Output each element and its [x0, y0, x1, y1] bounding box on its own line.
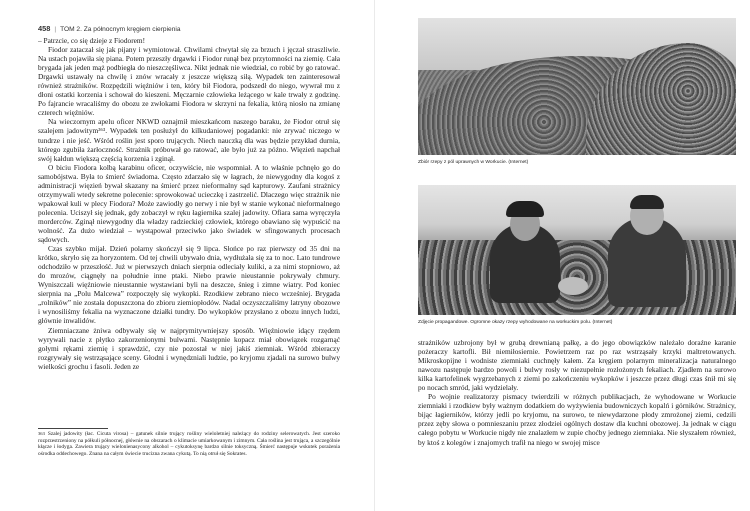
photo-propaganda-turnips	[418, 185, 736, 315]
paragraph: Czas szybko mijał. Dzień polarny skończył się 9 lipca. Słońce po raz pierwszy od 35 dni na krótko, skryło się za horyzontem. Od tej chwili ubywało dnia, wydłużała się za to noc. Lato tundrowe odchodziło w przeszłość. Już w pierwszych dniach sierpnia odleciały kuliki, a za nimi stopniowo, aż do mrozów, ciągnęły na południe inne ptaki. Niebo prawie nieustannie pokrywały chmury. Wyniszczali więźniowie nieustannie wystawiani byli na deszcze, śnieg i zimne wiatry. Pod koniec sierpnia na „Polu Malcewa” rozpoczęły się wykopki. Rzodkiew zebrano nieco wcześniej. Brygada „rolników” nie została dopuszczona do zbioru ziemiopłodów. Nadal oczyszczaliśmy latryny obozowe i wynosiliśmy fekalia na wyznaczone działki tundry. Do wykopków przysłano z obozu innych ludzi, głównie inwalidów.	[38, 244, 340, 326]
header-separator: |	[54, 26, 57, 33]
turnip-in-hands	[558, 277, 588, 295]
paragraph: Ziemniaczane żniwa odbywały się w najprymitywniejszy sposób. Więźniowie idący rzędem wyrywali nacie z płytko zakorzenionymi bulwami. Następnie kopacz miał obowiązek rozgarnąć gołymi rękami ziemię i sprawdzić, czy nie pozostał w niej jakiś ziemniak. Wśród zbieraczy rozgrywały się wstrząsające sceny. Głodni i wynędzniali ludzie, po kryjomu zjadali na surowo bulwy wielkości grochu i fasoli. Jeden ze	[38, 325, 340, 371]
body-text-left	[38, 36, 340, 416]
figure-left-cap	[506, 201, 544, 217]
photo-caption: Zbiór rzepy z pól uprawnych w Workucie. (Internet)	[418, 160, 529, 165]
right-page	[375, 0, 750, 511]
footnote-text: Szalej jadowity (łac. Cicuta virosa) – gatunek silnie trujący rośliny wieloletniej należący do rodziny selerowatych. Jest szeroko rozprzestrzeniony na półkuli północnej, głównie na obszarach o klimacie umiarkowanym i zimnym. Cała roślina jest trująca, a szczególnie kłącze i łodyga. Zawiera trujący wielonienasycony alkohol – cykutoksynę bardzo silnie toksyczną. Śmierć następuje wskutek porażenia ośrodka oddechowego. Znana na całym świecie trucizna zwana cykutą. To nią otruł się Sokrates.	[38, 431, 340, 457]
page-number: 458	[38, 24, 51, 33]
footnote-number: 363	[38, 431, 45, 436]
photo-caption: Zdjęcie propagandowe. Ogromne okazy rzepy wyhodowane na workuckim polu. (Internet)	[418, 320, 613, 325]
figure-right-hair	[630, 195, 664, 209]
body-text-right	[418, 338, 736, 503]
paragraph: Na wieczornym apelu oficer NKWD oznajmił mieszkańcom naszego baraku, że Fiodor otruł się szalejem jadowitym³⁶³. Wypadek ten posłużył do kilkudaniowej pogadanki: nie zrywać niczego w tundrze i nie jeść. Wśród roślin jest sporo trujących. Niech nauczką dla was będzie przykład durnia, którego zgubiła żarłoczność. Strażnik próbował go ratować, ale było już za późno. Więzień napchał swój kałdun większą częścią korzenia i zginął.	[38, 117, 340, 163]
paragraph: Fiodor zataczał się jak pijany i wymiotował. Chwilami chwytał się za brzuch i jęczał straszliwie. Na ustach pojawiła się piana. Potem przeszły drgawki i Fiodor runął bez przytomności na ziemię. Cała brygada jak jeden mąż podbiegła do nieszczęśliwca. Nikt jednak nie wiedział, co robić by go ratować. Drgawki ustawały na chwilę i znów wracały z jeszcze większą siłą. Wypadek ten zainteresował również strażników. Rozpędzili więźniów i ten, który bił Fiodora, podszedł do niego, wywrał mu z dłoni ostatki korzenia i schował do kieszeni. Męczarnie człowieka leżącego w kale trwały z godzinę. Po fajrancie wracaliśmy do obozu ze zwłokami Fiodora w skrzyni na fekalia, którą niosło na zmianę czterech więźniów.	[38, 45, 340, 118]
paragraph: strażników uzbrojony był w grubą drewnianą pałkę, a do jego obowiązków należało doraźne karanie pożeraczy kartofli. Bił niemiłosiernie. Powietrzem raz po raz wstrząsały krzyki maltretowanych. Mikroskopijne i wodniste ziemniaki cuchnęły kałem. Za kręgiem polarnym mineralizacja naturalnego nawozu następuje bardzo powoli i bulwy rosły w niezupełnie rozłożonych fekaliach. Zjadłem na surowo kilka kartofelinek wygrzebanych z ziemi po zakończeniu wykopków i jeszcze przez długi czas śnił mi się po nocach smród, jaki wydzielały.	[418, 338, 736, 393]
paragraph: – Patrzcie, co się dzieje z Fiodorem!	[38, 36, 146, 45]
photo-turnip-harvest	[418, 18, 736, 155]
running-head-title: TOM 2. Za północnym kręgiem cierpienia	[60, 26, 181, 33]
paragraph: O biciu Fiodora kolbą karabinu oficer, oczywiście, nie wspomniał. A to właśnie pchnęło go do samobójstwa. Była to śmierć świadoma. Często zdarzało się w łagrach, że niewygodny dla kogoś z administracji więzień bywał skazany na śmierć przez nieformalny sąd kapturowy. Zaufani strażnicy otrzymywali wtedy sekretne polecenie: sprowokować ucieczkę i zastrzelić. Dlaczego więc strażnik nie wpakował kuli w plecy Fiodora? Może zawiodły go nerwy i nie był w stanie wykonać nieformalnego polecenia. Uciszył się jednak, gdy zobaczył w ręku łagiernika szalej jadowity. Ofiara sama wyręczyła morderców. Zginął niewygodny dla władzy radzieckiej człowiek, którego obawiano się wypuścić na wolność. Za dużo wiedział – wystąpował przeciwko jako świadek w sfingowanych procesach sądowych.	[38, 162, 340, 245]
footnote	[38, 431, 340, 491]
paragraph: Po wojnie realizatorzy pismacy twierdzili w różnych publikacjach, że wyhodowane w Workucie ziemniaki i rzodkiew były ważnym dodatkiem do wyżywienia budowniczych kopalń i górników. Strażnicy, bijąc łagierników, którzy jedli po kryjomu, na surowo, te niewydarzone płody zmrożonej ziemi, cedzili przez zęby słowa o pomnieszaniu przez złodziei ogólnych dostaw dla kuchni obozowej. Ja jednak w ciągu całego pobytu w Workucie nigdy nie znalazłem w zupie choćby jednego ziemniaka. Nie słyszałem również, by ktoś z kolegów i znajomych trafił na niego w swojej misce	[418, 392, 736, 447]
footnote-rule	[38, 428, 108, 429]
running-header	[38, 24, 181, 33]
